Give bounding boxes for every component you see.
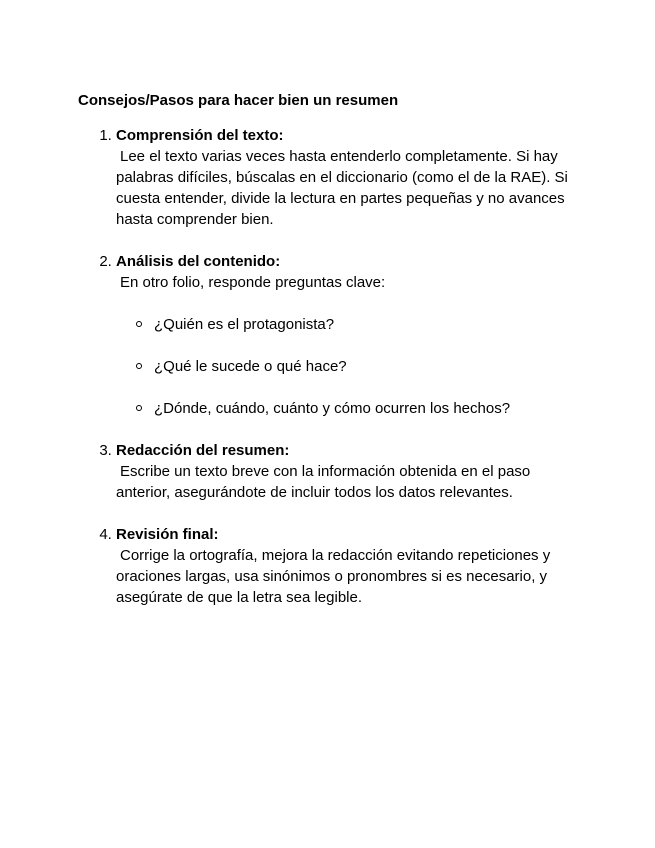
step-item-3 bbox=[116, 440, 585, 503]
question-item bbox=[134, 314, 585, 335]
question-item bbox=[134, 356, 585, 377]
question-text: ¿Dónde, cuándo, cuánto y cómo ocurren los hechos? bbox=[154, 400, 511, 417]
step-text: Corrige la ortografía, mejora la redacción evitando repeticiones y oraciones largas, usa sinónimos o pronombres si es necesario, y asegúrate de que la letra sea legible. bbox=[116, 547, 551, 606]
steps-list bbox=[78, 125, 585, 608]
hollow-circle-bullet-icon bbox=[136, 405, 142, 411]
question-text: ¿Qué le sucede o qué hace? bbox=[154, 358, 347, 375]
step-title: 3. Redacción del resumen: bbox=[116, 442, 290, 459]
step-item-1 bbox=[116, 125, 585, 230]
question-text: ¿Quién es el protagonista? bbox=[154, 316, 335, 333]
question-item bbox=[134, 398, 585, 419]
hollow-circle-bullet-icon bbox=[136, 321, 142, 327]
step-text: Escribe un texto breve con la información obtenida en el paso anterior, asegurándote de incluir todos los datos relevantes. bbox=[116, 463, 531, 501]
step-text: Lee el texto varias veces hasta entenderlo completamente. Si hay palabras difíciles, búscalas en el diccionario (como el de la RAE). Si cuesta entender, divide la lectura en partes pequeñas y no avances hasta comprender bien. bbox=[116, 148, 568, 228]
step-item-4 bbox=[116, 524, 585, 608]
step-title: 1. Comprensión del texto: bbox=[116, 127, 284, 144]
hollow-circle-bullet-icon bbox=[136, 363, 142, 369]
step-text: En otro folio, responde preguntas clave: bbox=[120, 274, 386, 291]
step-item-2 bbox=[116, 251, 585, 419]
document-title: Consejos/Pasos para hacer bien un resumen bbox=[78, 92, 399, 109]
step-title: 2. Análisis del contenido: bbox=[116, 253, 281, 270]
step-title: 4. Revisión final: bbox=[116, 526, 219, 543]
questions-list bbox=[116, 314, 585, 419]
